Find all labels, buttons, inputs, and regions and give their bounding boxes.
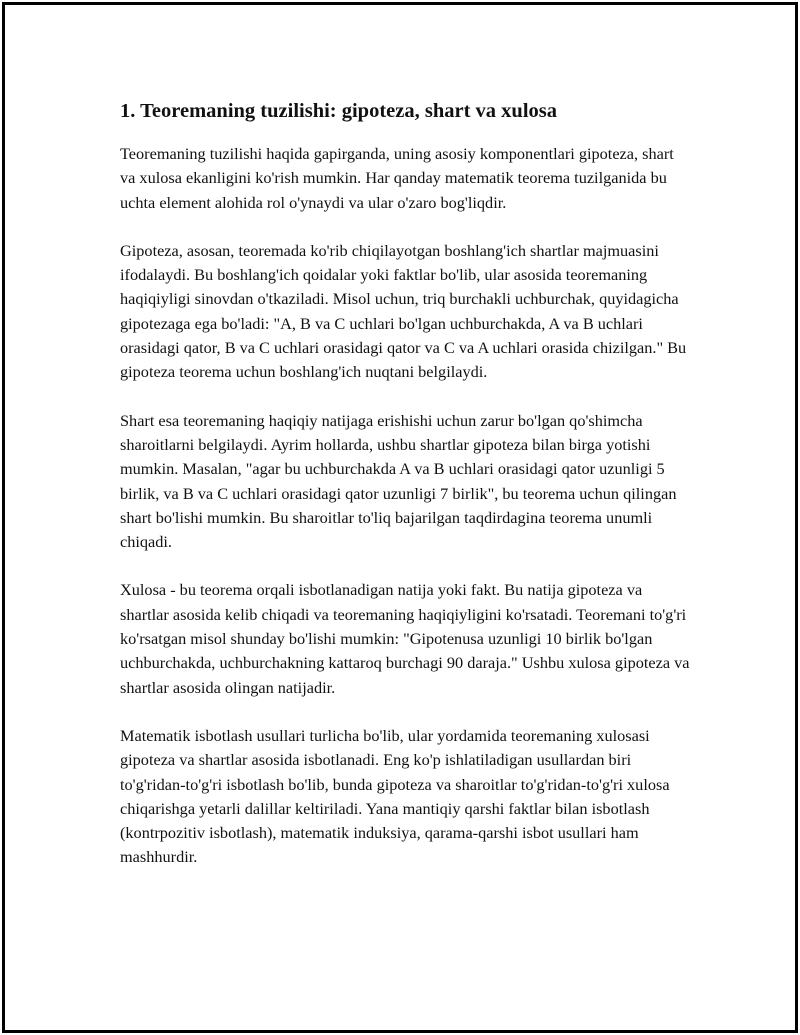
paragraph-conclusion: Xulosa - bu teorema orqali isbotlanadigan natija yoki fakt. Bu natija gipoteza va shartlar asosida kelib chiqadi va teoremaning haqiqiyligini ko'rsatadi. Teoremani to'g'ri ko'rsatgan misol shunday bo'lishi mumkin: "Gipotenusa uzunligi 10 birlik bo'lgan uchburchakda, uchburchakning kattaroq burchagi 90 daraja." Ushbu xulosa gipoteza va shartlar asosida olingan natijadir. [120, 580, 690, 697]
document-body [120, 97, 690, 894]
paragraph-introduction: Teoremaning tuzilishi haqida gapirganda, uning asosiy komponentlari gipoteza, shart va xulosa ekanligini ko'rish mumkin. Har qanday matematik teorema tuzilganida bu uchta element alohida rol o'ynaydi va ular o'zaro bog'liqdir. [120, 144, 674, 212]
document-title: 1. Teoremaning tuzilishi: gipoteza, shart va xulosa [120, 100, 557, 122]
page-frame [2, 2, 798, 1033]
paragraph-proof-methods: Matematik isbotlash usullari turlicha bo'lib, ular yordamida teoremaning xulosasi gipoteza va shartlar asosida isbotlanadi. Eng ko'p ishlatiladigan usullardan biri to'g'ridan-to'g'ri isbotlash bo'lib, bunda gipoteza va sharoitlar to'g'ridan-to'g'ri xulosa chiqarishga yetarli dalillar keltiriladi. Yana mantiqiy qarshi faktlar bilan isbotlash (kontrpozitiv isbotlash), matematik induksiya, qarama-qarshi isbot usullari ham mashhurdir. [120, 725, 670, 867]
paragraph-hypothesis: Gipoteza, asosan, teoremada ko'rib chiqilayotgan boshlang'ich shartlar majmuasini ifodalaydi. Bu boshlang'ich qoidalar yoki faktlar bo'lib, ular asosida teoremaning haqiqiyligi sinovdan o'tkaziladi. Misol uchun, triq burchakli uchburchak, quyidagicha gipotezaga ega bo'ladi: "A, B va C uchlari bo'lgan uchburchakda, A va B uchlari orasidagi qator, B va C uchlari orasidagi qator va C va A uchlari orasida chizilgan." Bu gipoteza teorema uchun boshlang'ich nuqtani belgilaydi. [120, 240, 687, 382]
paragraph-condition: Shart esa teoremaning haqiqiy natijaga erishishi uchun zarur bo'lgan qo'shimcha sharoitlarni belgilaydi. Ayrim hollarda, ushbu shartlar gipoteza bilan birga yotishi mumkin. Masalan, "agar bu uchburchakda A va B uchlari orasidagi qator uzunligi 5 birlik, va B va C uchlari orasidagi qator uzunligi 7 birlik", bu teorema uchun qilingan shart bo'lishi mumkin. Bu sharoitlar to'liq bajarilgan taqdirdagina teorema unumli chiqadi. [120, 410, 677, 552]
